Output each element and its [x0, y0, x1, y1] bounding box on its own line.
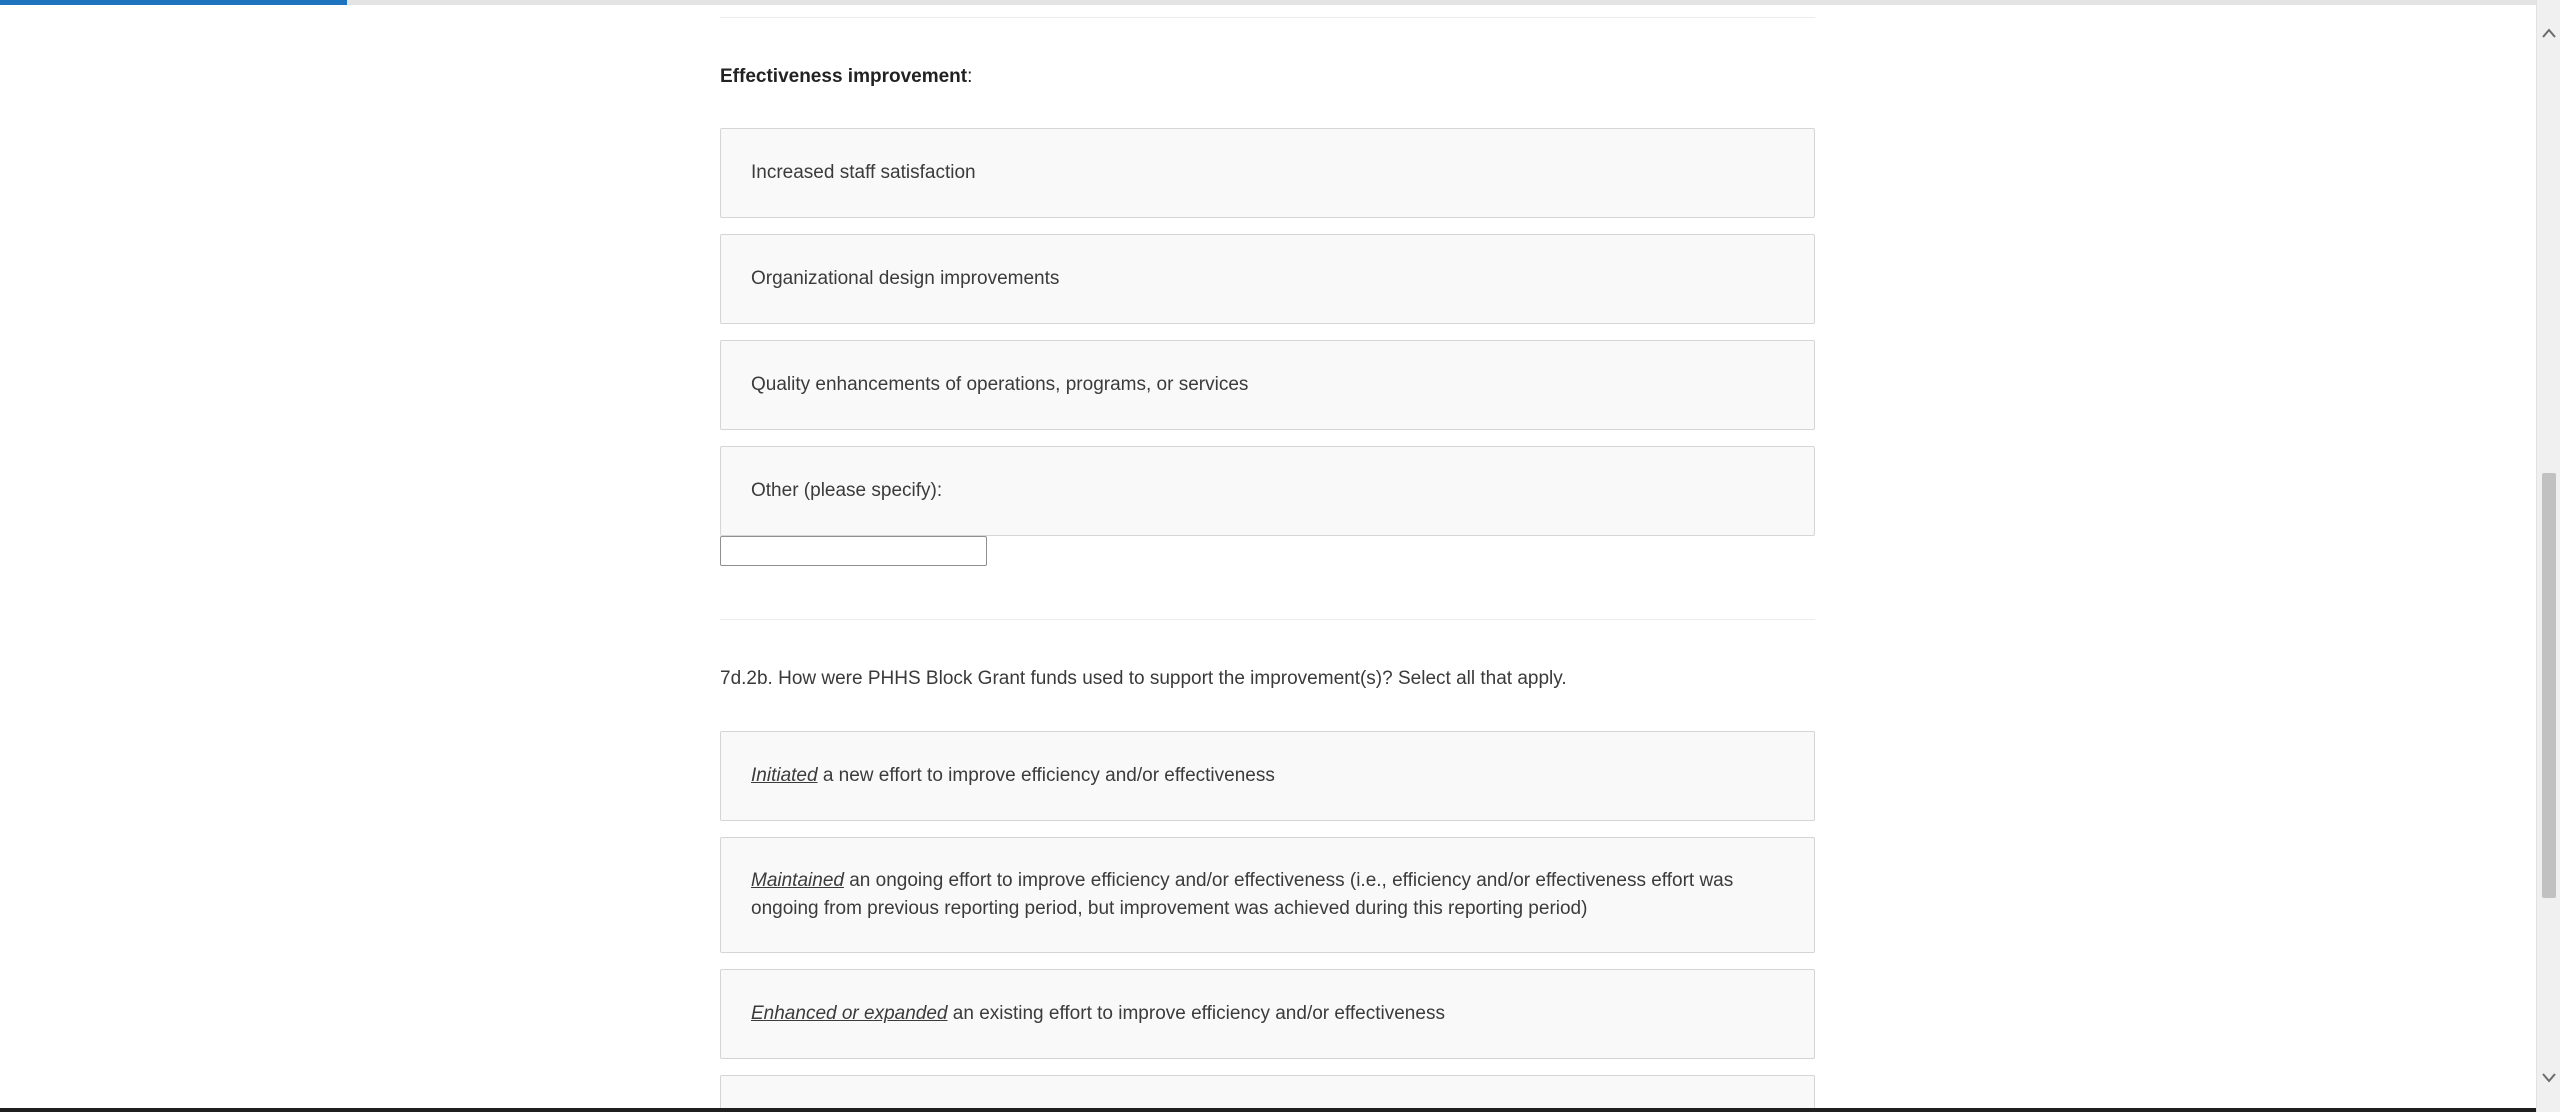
section-divider [720, 619, 1815, 620]
choice-label: Organizational design improvements [751, 268, 1060, 289]
scrollbar-thumb[interactable] [2542, 473, 2556, 898]
choice-next-partial[interactable] [720, 1075, 1815, 1108]
choice-organizational-design[interactable] [720, 234, 1815, 324]
choice-enhanced-expanded[interactable] [720, 969, 1815, 1059]
choice-other-specify[interactable] [720, 446, 1815, 536]
chevron-up-icon[interactable] [2537, 20, 2560, 46]
section-divider [720, 17, 1815, 18]
effectiveness-heading: Effectiveness improvement: [720, 66, 973, 87]
bottom-border [0, 1108, 2536, 1112]
choice-label: Maintained an ongoing effort to improve efficiency and/or effectiveness (i.e., efficiency and/or effectiveness effort was ongoing from previous reporting period, but improvement was achieved during this reporting period) [751, 870, 1734, 919]
choice-quality-enhancements[interactable] [720, 340, 1815, 430]
choice-maintained[interactable] [720, 837, 1815, 953]
choice-initiated[interactable] [720, 731, 1815, 821]
progress-bar [0, 0, 2536, 5]
choice-increased-staff-satisfaction[interactable] [720, 128, 1815, 218]
chevron-down-icon[interactable] [2537, 1064, 2560, 1090]
choice-label: Increased staff satisfaction [751, 162, 976, 183]
progress-bar-fill [0, 0, 347, 5]
question-7d2b: 7d.2b. How were PHHS Block Grant funds used to support the improvement(s)? Select all that apply. [720, 668, 1567, 689]
choice-label: Enhanced or expanded an existing effort to improve efficiency and/or effectiveness [751, 1003, 1445, 1024]
choice-label: Quality enhancements of operations, programs, or services [751, 374, 1249, 395]
vertical-scrollbar[interactable] [2536, 0, 2560, 1112]
choice-label: Initiated a new effort to improve efficiency and/or effectiveness [751, 765, 1275, 786]
choice-label: Other (please specify): [751, 480, 943, 501]
other-specify-input[interactable] [720, 536, 987, 566]
